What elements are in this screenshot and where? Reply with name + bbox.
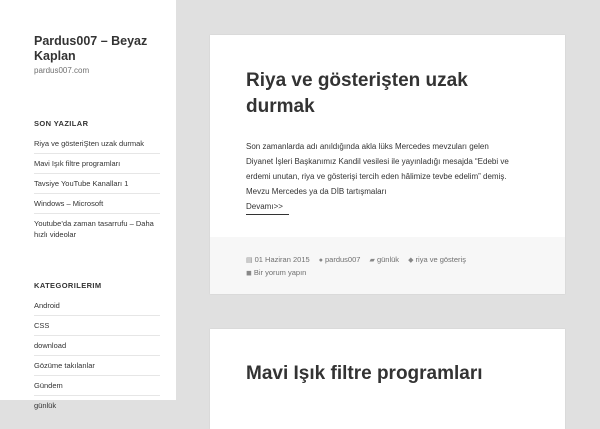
post-tag[interactable]: [408, 254, 466, 267]
category-link[interactable]: Gündem: [34, 375, 160, 395]
read-more-link[interactable]: Devamı>>: [246, 199, 289, 215]
site-description: pardus007.com: [34, 66, 90, 75]
post-author-text: pardus007: [325, 255, 361, 264]
post-comment-text: Bir yorum yapın: [253, 268, 307, 277]
comment-icon: ◼: [246, 270, 252, 277]
post-tag-text: riya ve gösteriş: [415, 255, 466, 264]
site-title[interactable]: Pardus007 – Beyaz Kaplan: [34, 34, 148, 63]
post-card: [210, 329, 565, 429]
folder-icon: ▰: [369, 257, 375, 264]
recent-post-link[interactable]: Youtube’da zaman tasarrufu – Daha hızlı videolar: [34, 213, 160, 244]
recent-post-link[interactable]: Windows – Microsoft: [34, 193, 160, 213]
calendar-icon: ▤: [246, 257, 253, 264]
category-link[interactable]: günlük: [34, 395, 160, 415]
post-date[interactable]: [246, 254, 310, 267]
post-title[interactable]: Riya ve gösterişten uzak durmak: [246, 70, 468, 117]
user-icon: ●: [318, 257, 323, 264]
recent-post-link[interactable]: Tavsiye YouTube Kanalları 1: [34, 173, 160, 193]
recent-posts-title: SON YAZILAR: [34, 119, 89, 128]
category-link[interactable]: Android: [34, 301, 60, 310]
post-excerpt-text: Son zamanlarda adı anıldığında akla lüks Mercedes mevzuları gelen Diyanet İşleri Başkanımız Kandil vesilesi ile yayınladığı mesajda “Edebi ve erdemi unutan, riya ve gösterişi tercih eden hâlimize tevbe edelim” demiş. Mevzu Mercedes ya da DİB tartışmaları: [246, 142, 509, 196]
categories-title: KATEGORILERIM: [34, 281, 102, 290]
post-category[interactable]: [370, 254, 400, 267]
post-date-text: 01 Haziran 2015: [254, 255, 310, 264]
post-comment[interactable]: [246, 267, 306, 280]
sidebar: [0, 0, 176, 410]
post-category-text: günlük: [376, 255, 400, 264]
post-title[interactable]: Mavi Işık filtre programları: [246, 363, 483, 384]
recent-post-link[interactable]: Mavi Işık filtre programları: [34, 153, 160, 173]
category-link[interactable]: download: [34, 335, 160, 355]
post-footer: [210, 237, 565, 294]
post-author[interactable]: [319, 254, 361, 267]
category-link[interactable]: Gözüme takılanlar: [34, 355, 160, 375]
post-excerpt: [210, 120, 565, 215]
tag-icon: ◆: [408, 257, 414, 264]
recent-posts-list: [34, 135, 160, 244]
category-link[interactable]: CSS: [34, 315, 160, 335]
categories-list: [34, 297, 160, 415]
post-card: [210, 35, 565, 294]
recent-post-link[interactable]: Riya ve gösteriŞten uzak durmak: [34, 139, 145, 148]
